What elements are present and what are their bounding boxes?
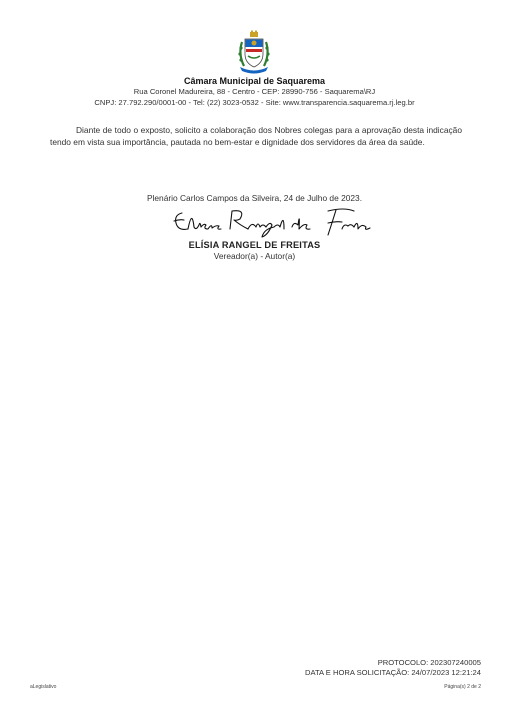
institution-contact: CNPJ: 27.792.290/0001-00 - Tel: (22) 3023-0532 - Site: www.transparencia.saquarema.rj.leg.br (94, 97, 415, 107)
footer-system-label: aLegislativo (30, 684, 57, 690)
institution-address: Rua Coronel Madureira, 88 - Centro - CEP: 28990-756 - Saquarema\RJ (133, 87, 376, 96)
body-paragraph-block (50, 124, 462, 148)
protocol-block (305, 658, 481, 678)
body-paragraph: Diante de todo o exposto, solicito a colaboração dos Nobres colegas para a aprovação desta indicação tendo em vista sua importância, pautada no bem-estar e dignidade dos servidores da área da saúde. (50, 125, 462, 148)
place-date-line: Plenário Carlos Campos da Silveira, 24 de Julho de 2023. (146, 193, 363, 203)
protocol-datetime: DATA E HORA SOLICITAÇÃO: 24/07/2023 12:21:24 (304, 668, 481, 677)
footer-page-number: Página(s) 2 de 2 (444, 684, 481, 690)
protocol-number: PROTOCOLO: 202307240005 (377, 658, 481, 667)
signer-role: Vereador(a) - Autor(a) (213, 251, 296, 261)
institution-name: Câmara Municipal de Saquarema (183, 76, 326, 86)
handwritten-signature (168, 203, 378, 239)
coat-of-arms-icon (236, 30, 272, 74)
signer-block (0, 239, 509, 262)
signer-name: ELÍSIA RANGEL DE FREITAS (188, 240, 321, 250)
letterhead (0, 76, 509, 108)
